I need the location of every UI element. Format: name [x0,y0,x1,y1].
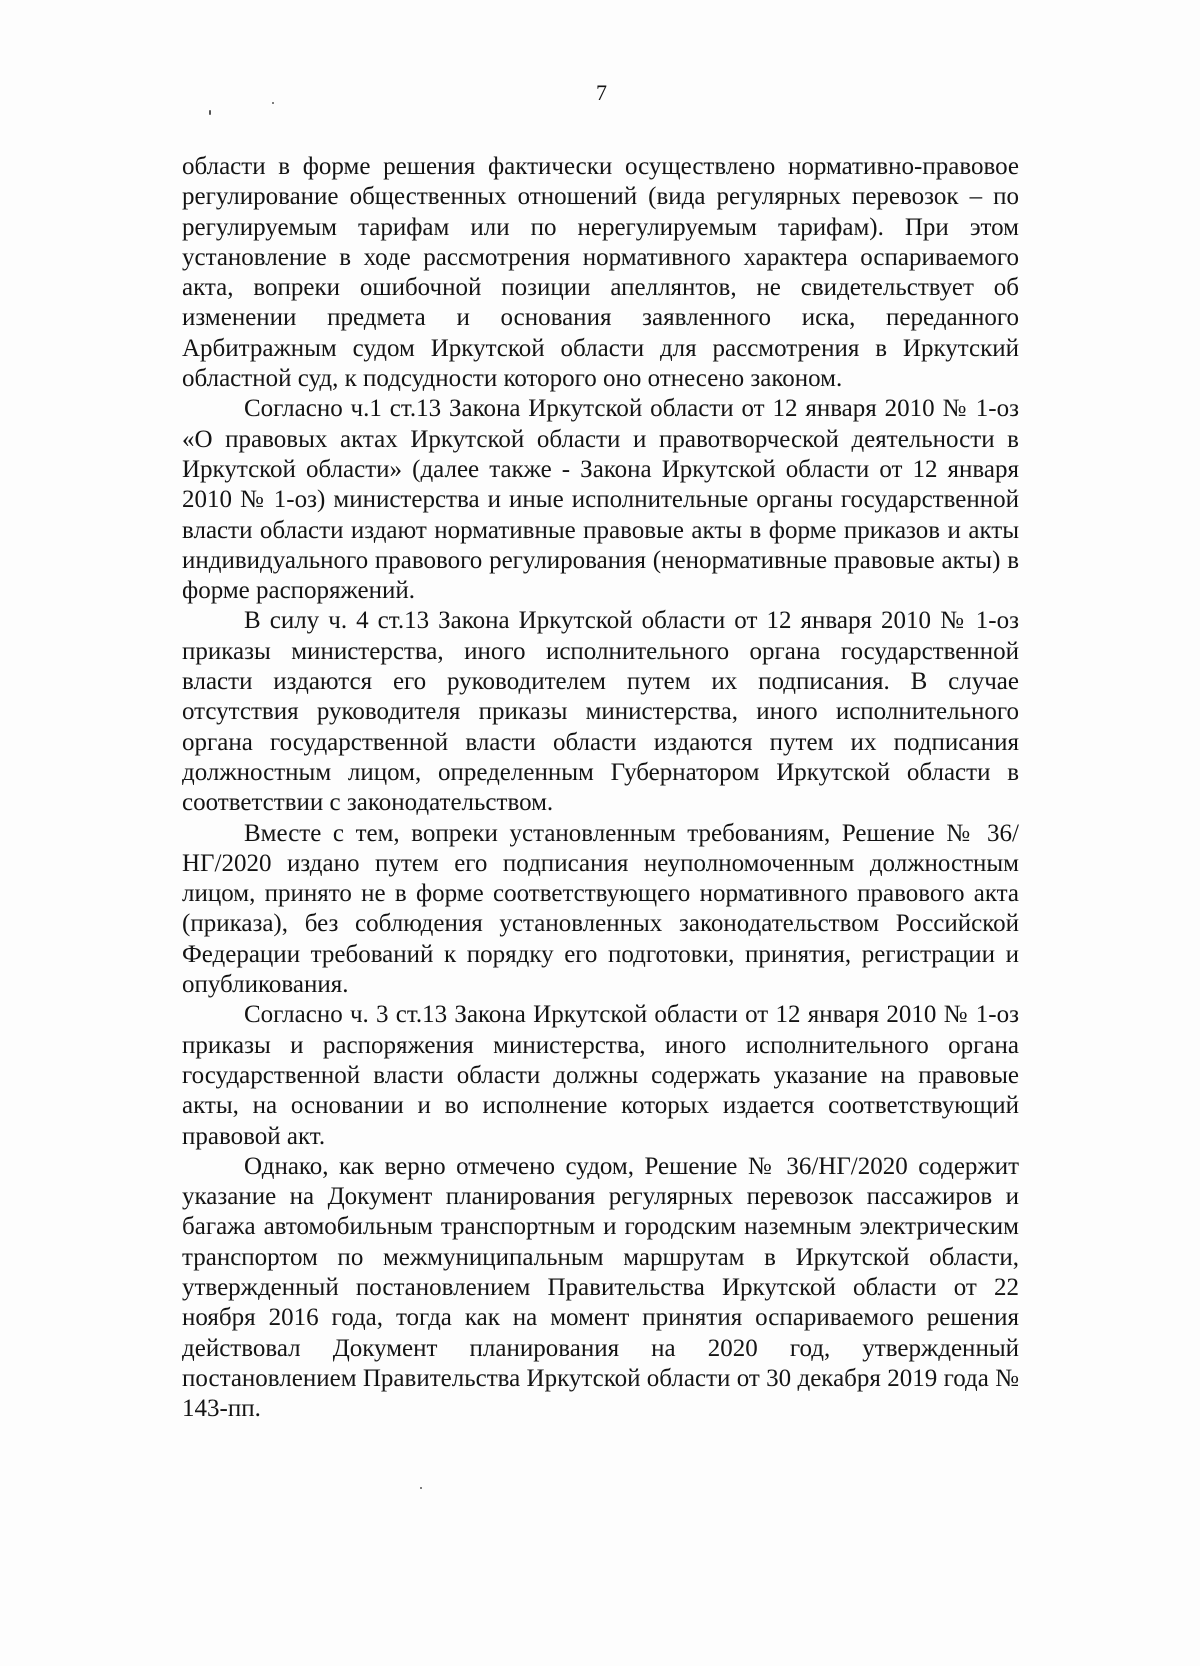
paragraph-planning-document: Однако, как верно отмечено судом, Решение № 36/НГ/2020 содержит указание на Документ планирования регулярных перевозок пассажиров и багажа автомобильным транспортным и городским наземным электрическим транспортом по межмуниципальным маршрутам в Иркутской области, утвержденный постановлением Правительства Иркутской области от 22 ноября 2016 года, тогда как на момент принятия оспариваемого решения действовал Документ планирования на 2020 год, утвержденный постановлением Правительства Иркутской области от 30 декабря 2019 года № 143-пп. [182,1152,1019,1423]
page-number: 7 [596,80,607,105]
paragraph-law-part-3: Согласно ч. 3 ст.13 Закона Иркутской области от 12 января 2010 № 1-оз приказы и распоряжения министерства, иного исполнительного органа государственной власти области должны содержать указание на правовые акты, на основании и во исполнение которых издается соответствующий правовой акт. [182,1001,1019,1150]
scan-speck [420,1487,422,1489]
paragraph-law-part-4: В силу ч. 4 ст.13 Закона Иркутской области от 12 января 2010 № 1-оз приказы министерства, иного исполнительного органа государственной власти издаются его руководителем путем их подписания. В случае отсутствия руководителя приказы министерства, иного исполнительного органа государственной власти области издаются путем их подписания должностным лицом, определенным Губернатором Иркутской области в соответствии с законодательством. [182,607,1019,817]
scan-speck [272,102,274,104]
scan-speck [209,110,211,115]
document-body [182,152,1019,1424]
paragraph-decision-violations: Вместе с тем, вопреки установленным требованиям, Решение № 36/НГ/2020 издано путем его подписания неуполномоченным должностным лицом, принято не в форме соответствующего нормативного правового акта (приказа), без соблюдения установленных законодательством Российской Федерации требований к порядку его подготовки, принятия, регистрации и опубликования. [182,819,1019,999]
paragraph-law-part-1: Согласно ч.1 ст.13 Закона Иркутской области от 12 января 2010 № 1-оз «О правовых актах Иркутской области и правотворческой деятельности в Иркутской области» (далее также - Закона Иркутской области от 12 января 2010 № 1-оз) министерства и иные исполнительные органы государственной власти области издают нормативные правовые акты в форме приказов и акты индивидуального правового регулирования (ненормативные правовые акты) в форме распоряжений. [182,395,1019,605]
paragraph-continuation: области в форме решения фактически осуществлено нормативно-правовое регулирование общественных отношений (вида регулярных перевозок – по регулируемым тарифам или по нерегулируемым тарифам). При этом установление в ходе рассмотрения нормативного характера оспариваемого акта, вопреки ошибочной позиции апеллянтов, не свидетельствует об изменении предмета и основания заявленного иска, переданного Арбитражным судом Иркутской области для рассмотрения в Иркутский областной суд, к подсудности которого оно отнесено законом. [182,153,1019,393]
